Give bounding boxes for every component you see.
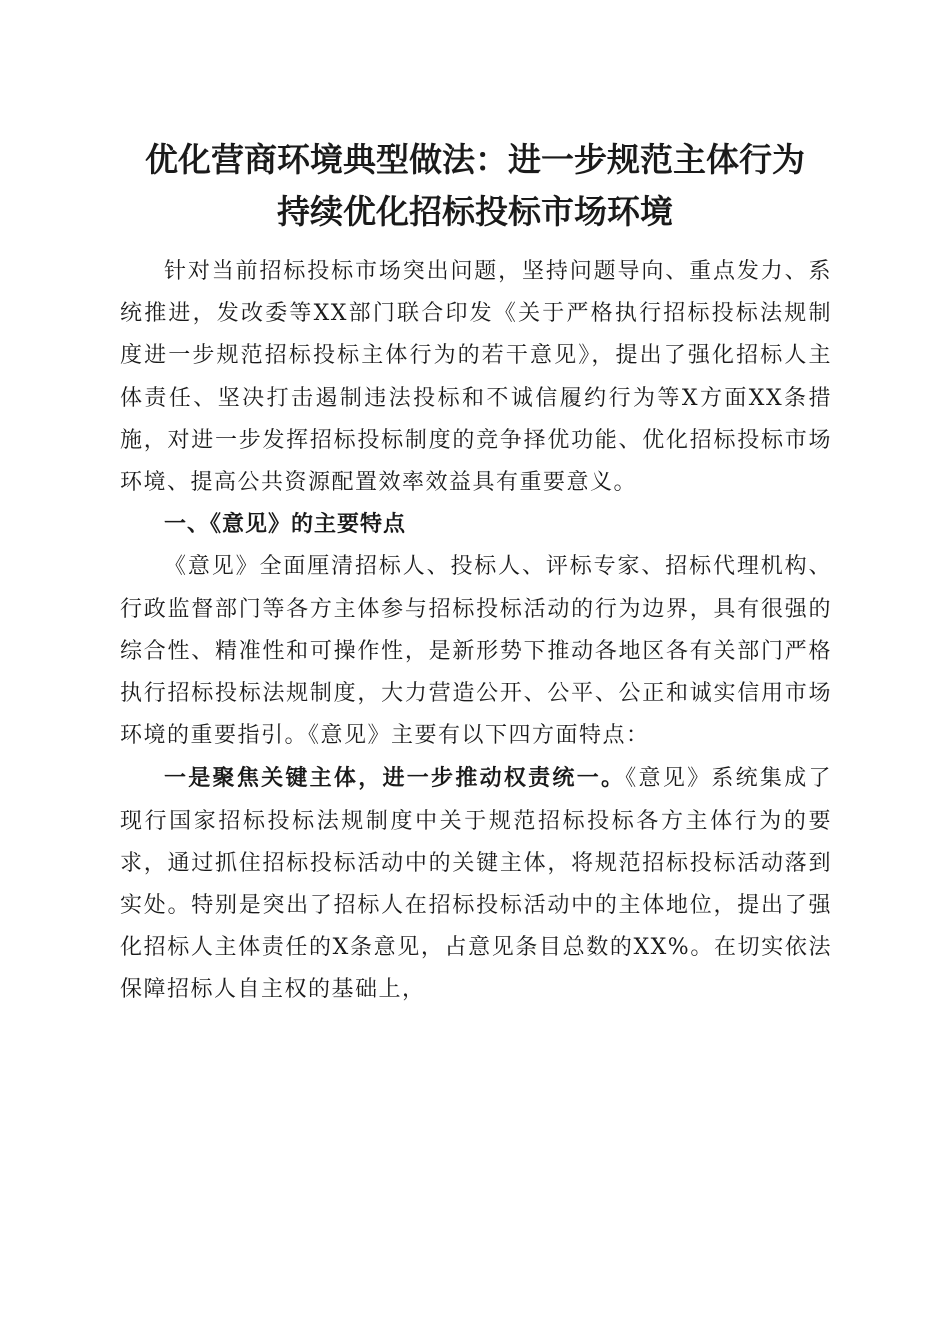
section-heading: 一、《意见》的主要特点 xyxy=(164,512,407,538)
paragraph-feature-one-lead: 一是聚焦关键主体，进一步推动权责统一。 xyxy=(164,765,626,792)
paragraph-overview: 《意见》全面厘清招标人、投标人、评标专家、招标代理机构、行政监督部门等各方主体参与招标投标活动的行为边界，具有很强的综合性、精准性和可操作性，是新形势下推动各地区各有关部门严格执行招标投标法规制度，大力营造公开、公平、公正和诚实信用市场环境的重要指引。《意见》主要有以下四方面特点： xyxy=(120,554,832,749)
paragraph-intro: 针对当前招标投标市场突出问题，坚持问题导向、重点发力、系统推进，发改委等XX部门联合印发《关于严格执行招标投标法规制度进一步规范招标投标主体行为的若干意见》，提出了强化招标人主体责任、坚决打击遏制违法投标和不诚信履约行为等X方面XX条措施，对进一步发挥招标投标制度的竞争择优功能、优化招标投标市场环境、提高公共资源配置效率效益具有重要意义。 xyxy=(120,259,832,496)
title-line-2: 持续优化招标投标市场环境 xyxy=(277,192,673,231)
paragraph-feature-one xyxy=(120,757,832,1011)
paragraph-feature-one-text: 《意见》系统集成了现行国家招标投标法规制度中关于规范招标投标各方主体行为的要求，通过抓住招标投标活动中的关键主体，将规范招标投标活动落到实处。特别是突出了招标人在招标投标活动中的主体地位，提出了强化招标人主体责任的X条意见，占意见条目总数的XX%。在切实依法保障招标人自主权的基础上， xyxy=(120,766,832,1003)
document-body xyxy=(120,251,832,1012)
document-title xyxy=(110,134,840,238)
title-line-1: 优化营商环境典型做法：进一步规范主体行为 xyxy=(145,140,805,179)
